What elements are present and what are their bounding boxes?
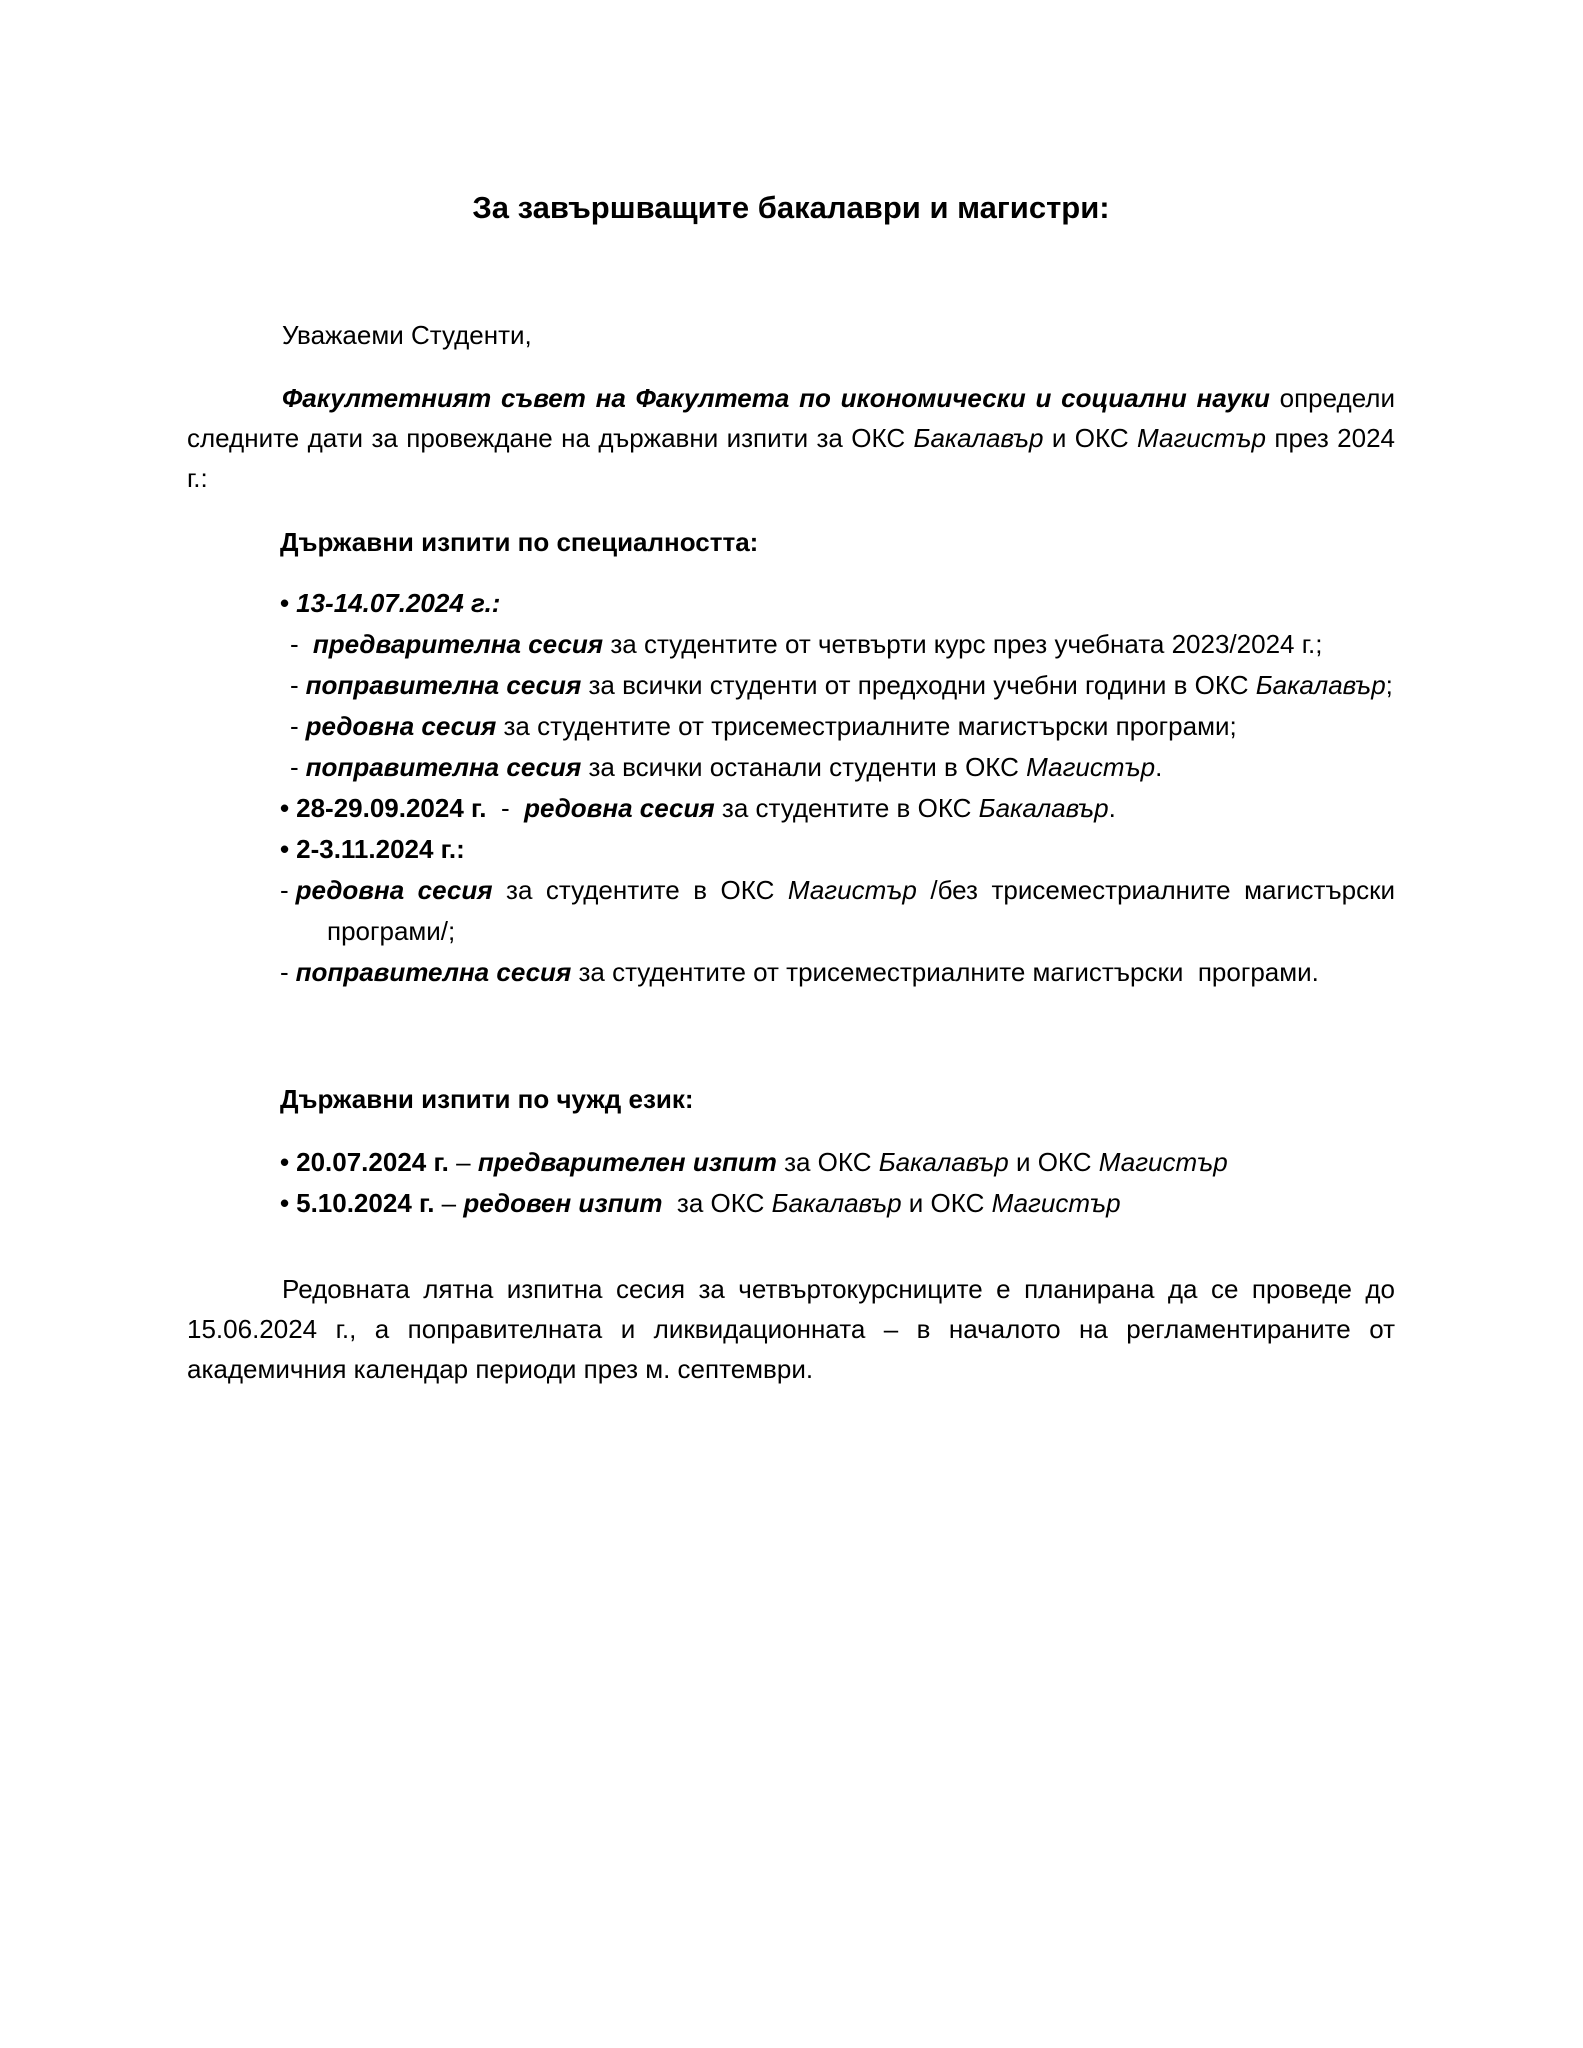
preliminary-session-label: предварителна сесия	[305, 629, 604, 659]
dash-icon: -	[290, 670, 299, 700]
dash-item-remedial-bachelor	[187, 665, 1395, 706]
intro-paragraph	[187, 378, 1403, 498]
bullet-28-29-punct: .	[1108, 793, 1116, 823]
dash-item-remedial-trisemester	[187, 952, 1395, 993]
remedial-trisemester-text: за студентите от трисеместриалните магистърски програми.	[571, 957, 1319, 987]
remedial-session-label: поправителна сесия	[305, 752, 582, 782]
remedial-master-punct: .	[1155, 752, 1163, 782]
dash-item-remedial-master	[187, 747, 1395, 788]
intro-run-faculty-council: Факултетният съвет на Факултета по икономически и социални науки	[282, 383, 1270, 413]
bullet-icon: •	[280, 588, 290, 618]
bullet-icon: •	[280, 1188, 290, 1218]
intro-run-master: Магистър	[1137, 423, 1267, 453]
regular-session-label: редовна сесия	[305, 711, 497, 741]
bachelor-degree-label: Бакалавър	[878, 1147, 1009, 1177]
master-degree-label: Магистър	[991, 1188, 1121, 1218]
dash-icon: -	[290, 629, 299, 659]
dash-item-regular-master	[187, 870, 1403, 952]
date-20-07: 20.07.2024 г.	[296, 1147, 449, 1177]
bullet-item-5-10	[187, 1183, 1395, 1224]
master-degree-label: Магистър	[787, 875, 917, 905]
bullet-item-28-29-09	[187, 788, 1395, 829]
bullet-20-07-text: за ОКС	[776, 1147, 879, 1177]
bullet-item-20-07	[187, 1142, 1395, 1183]
bullet-item-13-14-07	[187, 583, 1395, 624]
document-title: За завършващите бакалаври и магистри:	[472, 190, 1110, 225]
bullet-icon: •	[280, 1147, 290, 1177]
closing-paragraph: Редовната лятна изпитна сесия за четвъртокурсниците е планирана да се проведе до 15.06.2024 г., а поправителната и ликвидационната – в началото на регламентираните от академичния календар периоди през м. септември.	[187, 1274, 1395, 1384]
master-degree-label: Магистър	[1026, 752, 1156, 782]
regular-session-label: редовна сесия	[295, 875, 493, 905]
bullet-item-2-3-11	[187, 829, 1395, 870]
heading-language-exams: Държавни изпити по чужд език:	[280, 1084, 694, 1114]
remedial-bachelor-punct: ;	[1385, 670, 1393, 700]
remedial-session-label: поправителна сесия	[295, 957, 572, 987]
master-degree-label: Магистър	[1098, 1147, 1228, 1177]
bullet-5-10-text: за ОКС	[662, 1188, 772, 1218]
separator-dash: -	[486, 793, 525, 823]
bullet-icon: •	[280, 793, 290, 823]
dash-icon: -	[280, 957, 289, 987]
remedial-bachelor-text: за всички студенти от предходни учебни години в ОКС	[581, 670, 1256, 700]
en-dash: –	[434, 1188, 464, 1218]
regular-master-note: /без трисеместриалните магистърски програми/;	[327, 875, 1403, 946]
bachelor-degree-label: Бакалавър	[1255, 670, 1386, 700]
bullet-icon: •	[280, 834, 290, 864]
bullet-28-29-text: за студентите в ОКС	[714, 793, 979, 823]
bullet-20-07-and: и ОКС	[1008, 1147, 1099, 1177]
date-2-3-11: 2-3.11.2024 г.:	[296, 834, 465, 864]
intro-run-year: през 2024 г.:	[187, 423, 1403, 493]
preliminary-session-text: за студентите от четвърти курс през учебната 2023/2024 г.;	[603, 629, 1323, 659]
en-dash: –	[448, 1147, 478, 1177]
regular-exam-label: редовен изпит	[463, 1188, 663, 1218]
bachelor-degree-label: Бакалавър	[978, 793, 1109, 823]
heading-specialty-exams: Държавни изпити по специалността:	[280, 527, 759, 557]
regular-session-label: редовна сесия	[524, 793, 715, 823]
greeting-paragraph: Уважаеми Студенти,	[282, 320, 532, 350]
intro-run-text: определи следните дати за провеждане на държавни изпити за ОКС	[187, 383, 1403, 453]
intro-run-and: и ОКС	[1043, 423, 1138, 453]
dash-item-regular-trisemester	[187, 706, 1395, 747]
preliminary-exam-label: предварителен изпит	[477, 1147, 777, 1177]
dash-item-preliminary-session	[187, 624, 1395, 665]
bullet-5-10-and: и ОКС	[901, 1188, 992, 1218]
date-13-14-07: 13-14.07.2024 г.:	[296, 588, 501, 618]
dash-icon: -	[290, 711, 299, 741]
regular-trisemester-text: за студентите от трисеместриалните магистърски програми;	[496, 711, 1237, 741]
dash-icon: -	[290, 752, 299, 782]
date-5-10: 5.10.2024 г.	[296, 1188, 435, 1218]
remedial-master-text: за всички останали студенти в ОКС	[581, 752, 1027, 782]
date-28-29-09: 28-29.09.2024 г.	[296, 793, 487, 823]
bachelor-degree-label: Бакалавър	[771, 1188, 902, 1218]
remedial-session-label: поправителна сесия	[305, 670, 582, 700]
dash-icon: -	[280, 875, 289, 905]
regular-master-text: за студентите в ОКС	[492, 875, 788, 905]
intro-run-bachelor: Бакалавър	[913, 423, 1044, 453]
